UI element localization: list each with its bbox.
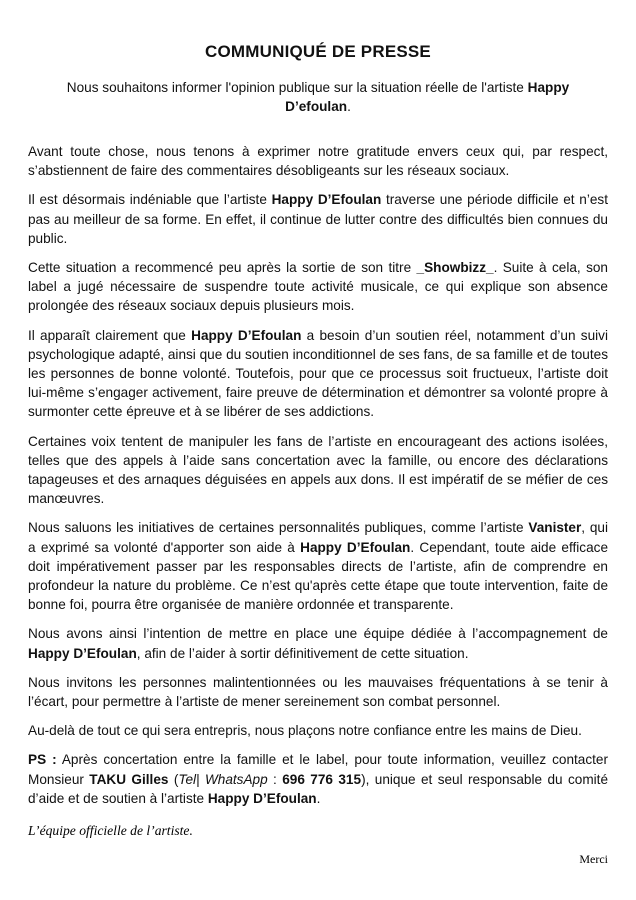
p7-text-c: , afin de l’aider à sortir définitivement de cette situation. (136, 645, 469, 661)
intro-end: . (347, 99, 351, 114)
p6-text-c: , qui a exprimé sa volonté d'apporter son aide à (28, 520, 608, 555)
ps-text-a: Après concertation entre la famille et le label, pour toute information, veuillez contacter Monsieur (28, 752, 609, 787)
ps-text-i: . (316, 790, 321, 806)
p6-artist-name: Happy D’Efoulan (300, 539, 411, 555)
p3-text-c: . Suite à cela, son label a jugé nécessaire de suspendre toute activité musicale, ce qui explique son absence prolongée des réseaux sociaux depuis plusieurs mois. (28, 260, 608, 314)
signature: L’équipe officielle de l’artiste. (28, 823, 193, 838)
paragraph-ps (28, 750, 608, 808)
ps-contact-method: Tel| WhatsApp (178, 771, 268, 787)
intro-artist-name: Happy D’efoulan (285, 80, 570, 114)
ps-text-c: ( (168, 771, 179, 787)
paragraph-faith: Au-delà de tout ce qui sera entrepris, nous plaçons notre confiance entre les mains de Dieu. (28, 723, 582, 739)
p4-artist-name: Happy D’Efoulan (191, 327, 302, 343)
ps-artist-name: Happy D’Efoulan (207, 790, 317, 806)
paragraph-manipulation-warning: Certaines voix tentent de manipuler les fans de l’artiste en encourageant des actions isolées, telles que des appels à l’aide sans concertation avec la famille, ou encore des déclarations tapageuses et des arnaques déguisées en appels aux dons. Il est impératif de se méfier de ces manœuvres. (28, 433, 608, 507)
intro-text: Nous souhaitons informer l'opinion publique sur la situation réelle de l'artiste (66, 80, 528, 95)
p6-text-a: Nous saluons les initiatives de certaines personnalités publiques, comme l’artiste (28, 520, 529, 536)
p6-vanister-name: Vanister (528, 520, 582, 536)
p2-text-a: Il est désormais indéniable que l’artiste (28, 192, 272, 208)
p7-text-a: Nous avons ainsi l’intention de mettre en place une équipe dédiée à l’accompagnement de (28, 626, 608, 642)
p3-song-title: _Showbizz_ (416, 260, 494, 276)
ps-text-e: : (267, 771, 283, 787)
paragraph-gratitude: Avant toute chose, nous tenons à exprimer notre gratitude envers ceux qui, par respect, s’abstiennent de faire des commentaires désobligeants sur les réseaux sociaux. (28, 144, 608, 179)
paragraph-initiatives (28, 518, 608, 614)
paragraph-support-needed (28, 326, 608, 422)
p3-text-a: Cette situation a recommencé peu après la sortie de son titre (28, 260, 417, 276)
ps-label: PS : (28, 752, 57, 768)
p2-artist-name: Happy D’Efoulan (271, 192, 382, 208)
document-title: COMMUNIQUÉ DE PRESSE (205, 42, 431, 61)
paragraph-invitation: Nous invitons les personnes malintentionnées ou les mauvaises fréquentations à se tenir à l’écart, pour permettre à l’artiste de mener sereinement son combat personnel. (28, 674, 608, 710)
paragraph-team (28, 624, 608, 662)
ps-contact-name: TAKU Gilles (89, 771, 169, 787)
p7-artist-name: Happy D’Efoulan (28, 645, 137, 661)
paragraph-difficult-period (28, 190, 608, 248)
paragraph-situation (28, 258, 608, 316)
p6-text-e: . Cependant, toute aide efficace doit impérativement passer par les responsables directs de l’artiste, afin de comprendre en profondeur la nature du problème. Ce n’est qu'après cette étape que toute intervention, faite de bonne foi, pourra être organisée de manière ordonnée et transparente. (28, 539, 609, 613)
ps-text-g: ), unique et seul responsable du comité d’aide et de soutien à l’artiste (28, 771, 609, 806)
p4-text-c: a besoin d’un soutien réel, notamment d’un suivi psychologique adapté, ainsi que du soutien inconditionnel de ses fans, de sa famille et de toutes les personnes de bonne volonté. Toutefois, pour que ce processus soit fructueux, l’artiste doit lui-même s’engager activement, faire preuve de détermination et démontrer sa volonté propre à surmonter cette épreuve et à se libérer de ses addictions. (28, 327, 608, 420)
intro-paragraph (28, 78, 608, 116)
merci-text: Merci (579, 852, 608, 866)
ps-phone-number: 696 776 315 (282, 771, 362, 787)
p2-text-c: traverse une période difficile et n’est pas au meilleur de sa forme. En effet, il continue de lutter contre des difficultés bien connues du public. (28, 192, 608, 246)
p4-text-a: Il apparaît clairement que (28, 327, 192, 343)
